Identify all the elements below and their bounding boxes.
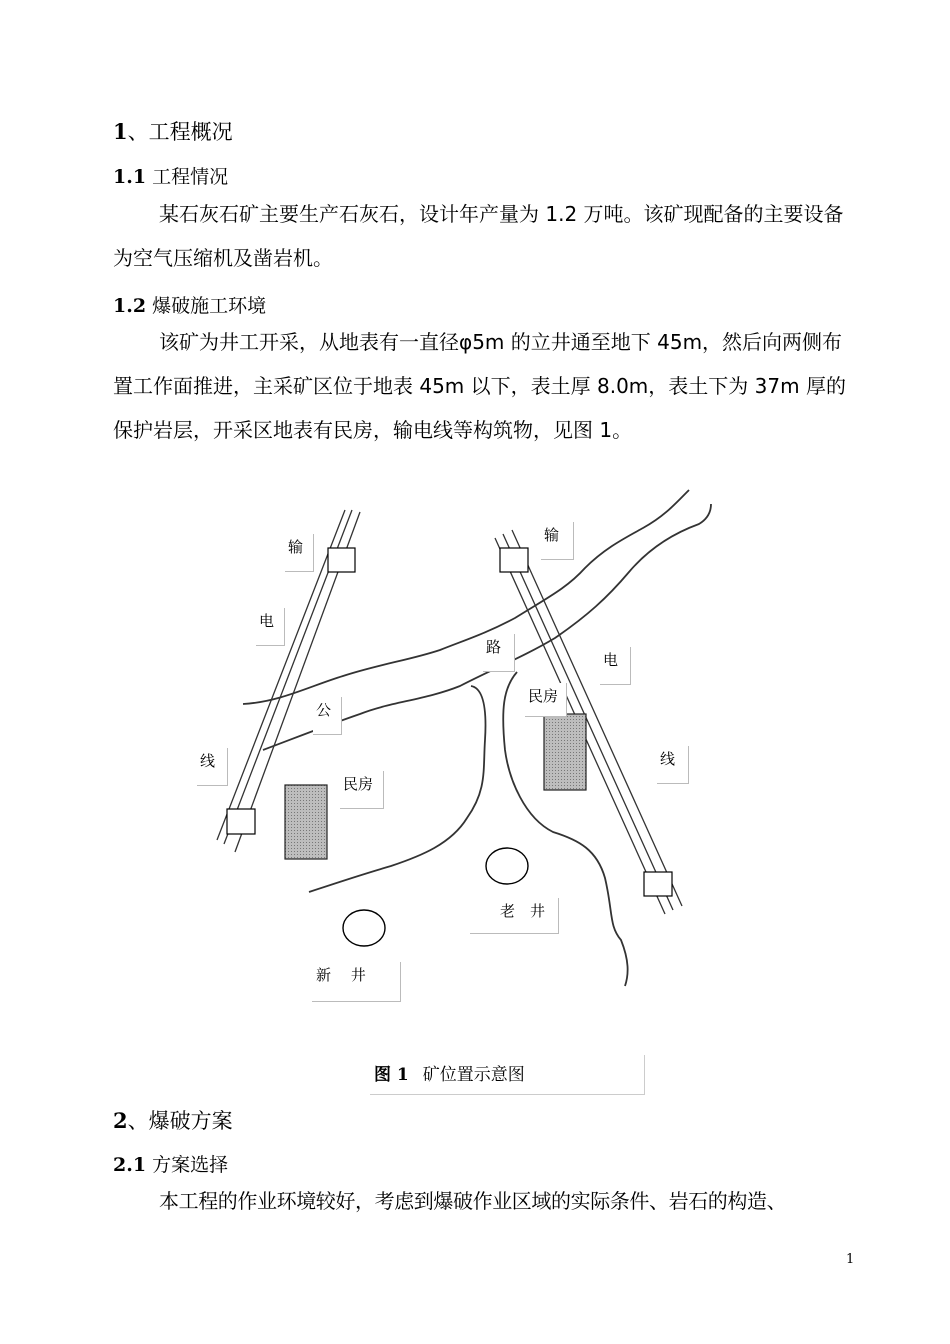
tower-box (227, 809, 255, 834)
figure-caption (370, 1055, 645, 1095)
paragraph-blasting-environment: 该矿为井工开采，从地表有一直径φ5m 的立井通至地下 45m，然后向两侧布置工作面推进，主采矿区位于地表 45m 以下，表土厚 8.0m，表土下为 37m 厚的保护岩层，开采区地表有民房，输电线等构筑物，见图 1。 (113, 330, 846, 442)
house-right-shape (544, 714, 586, 790)
label-dian-right: 电 (600, 647, 631, 685)
tower-box (328, 548, 355, 572)
figure-caption-text: 矿位置示意图 (422, 1065, 525, 1085)
section-1-1-heading: 1.1 工程情况 (113, 166, 229, 188)
right-power-line-wire (512, 530, 682, 906)
tower-box (500, 548, 528, 572)
new-well-shape (343, 910, 385, 946)
label-shu-right: 输 (541, 522, 574, 560)
section-1-heading: 1、工程概况 (113, 119, 233, 144)
house-left-shape (285, 785, 327, 859)
tower-box (644, 872, 672, 896)
label-new-well: 新 井 (312, 962, 401, 1002)
old-well-shape (486, 848, 528, 884)
label-lu: 路 (483, 634, 515, 672)
label-house-right: 民房 (525, 683, 567, 717)
right-power-line-wire (503, 534, 673, 910)
label-gong: 公 (313, 697, 342, 735)
label-xian-right: 线 (657, 746, 689, 784)
label-xian-left: 线 (197, 748, 228, 786)
label-house-left: 民房 (340, 771, 384, 809)
label-dian-left: 电 (256, 608, 285, 646)
figure-number: 图 1 (374, 1065, 409, 1085)
section-2-1-heading: 2.1 方案选择 (113, 1154, 229, 1176)
section-2-heading: 2、爆破方案 (113, 1108, 233, 1133)
label-old-well: 老 井 (470, 898, 559, 934)
mine-location-diagram (195, 488, 725, 1008)
page-number: 1 (846, 1252, 855, 1267)
paragraph-project-overview: 某石灰石矿主要生产石灰石，设计年产量为 1.2 万吨。该矿现配备的主要设备为空气压缩机及凿岩机。 (113, 202, 844, 270)
paragraph-scheme-selection: 本工程的作业环境较好，考虑到爆破作业区域的实际条件、岩石的构造、 (159, 1189, 787, 1213)
diagram-drawing (195, 488, 725, 1008)
section-1-2-heading: 1.2 爆破施工环境 (113, 295, 267, 317)
label-shu-left: 输 (285, 534, 314, 572)
